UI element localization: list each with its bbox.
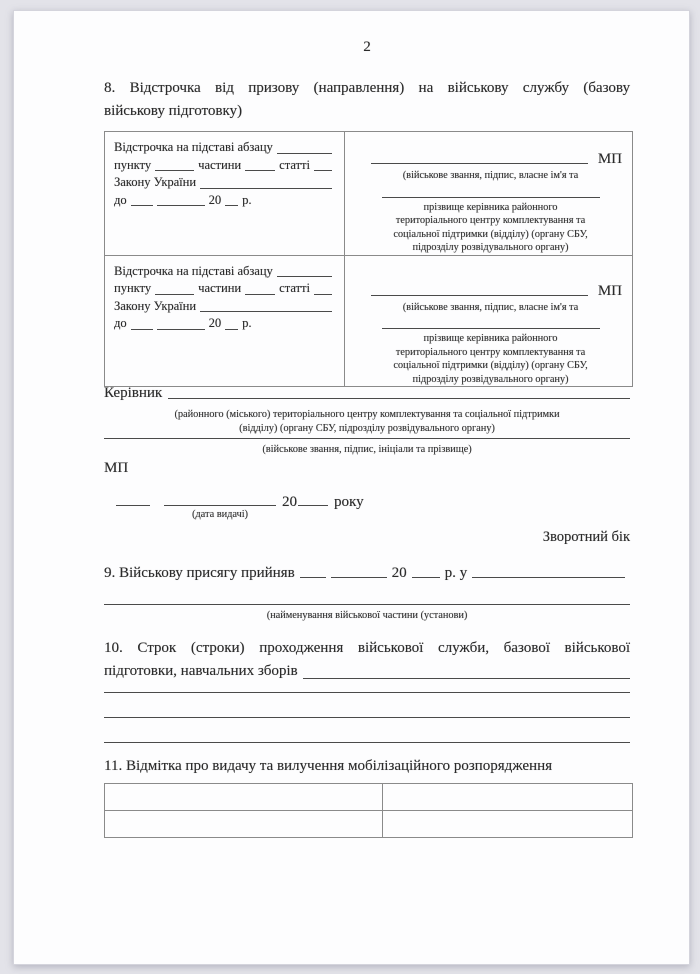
chastyna-label: частини <box>198 281 242 295</box>
blank-line <box>300 577 326 578</box>
mobilization-order-table <box>104 783 633 838</box>
issue-date-field <box>164 492 276 522</box>
blank-line <box>314 294 332 295</box>
blank-line <box>225 329 238 330</box>
rank-signature-blank-line <box>104 438 630 439</box>
year-r-label: р. <box>242 316 252 330</box>
issue-mark-cell <box>105 784 383 811</box>
kerivnyk-caption: (районного (міського) територіального центру комплектування та соціальної підтримки (відділу) (органу СБУ, підрозділу розвідувального органу) <box>174 409 560 434</box>
mp-stamp-label: МП <box>104 460 129 476</box>
blank-line <box>200 311 332 312</box>
blank-line <box>298 492 328 506</box>
blank-line <box>157 329 205 330</box>
stattia-label: статті <box>279 281 310 295</box>
issue-date-row <box>104 492 630 522</box>
section9-row <box>104 565 630 582</box>
table-row <box>105 784 633 811</box>
signature-caption-top: (військове звання, підпис, власне ім'я та <box>402 170 579 181</box>
withdrawal-mark-cell <box>383 811 633 838</box>
chastyna-label: частини <box>198 157 242 172</box>
reverse-side-label: Зворотний бік <box>542 529 630 545</box>
blank-line <box>155 170 194 171</box>
blank-line <box>157 205 205 206</box>
year-prefix: 20 <box>391 565 407 581</box>
oath-lead: 9. Військову присягу прийняв <box>104 565 295 581</box>
military-unit-blank-line <box>472 577 625 578</box>
signature-caption-bottom: прізвище керівника районного територіального центру комплектування та соціальної підтримки (відділу) (органу СБУ, підрозділу розвідувального органу) <box>393 333 588 385</box>
punkt-label: пункту <box>114 281 152 295</box>
deferral-row-2 <box>105 255 633 387</box>
military-unit-caption: (найменування військової частини (установи) <box>266 610 468 621</box>
blank-line <box>200 188 332 189</box>
year-prefix: 20 <box>208 192 222 207</box>
surname-blank-line <box>382 328 600 329</box>
law-label: Закону України <box>114 175 197 189</box>
section8-title-line2: військову підготовку) <box>104 103 243 119</box>
rank-signature-caption: (військове звання, підпис, ініціали та прізвище) <box>262 444 472 455</box>
blank-line <box>303 678 630 679</box>
blank-line <box>131 205 153 206</box>
blank-line <box>104 742 630 743</box>
mp-stamp-label: МП <box>597 151 622 167</box>
punkt-label: пункту <box>114 157 152 172</box>
military-unit-blank-line <box>104 604 630 605</box>
blank-line <box>116 492 150 506</box>
page-number: 2 <box>363 39 371 55</box>
blank-line <box>104 692 630 693</box>
oath-tail: р. у <box>444 565 468 581</box>
section8-title-line1: 8. Відстрочка від призову (направлення) на військову службу (базову <box>104 80 630 96</box>
basis-label: Відстрочка на підставі абзацу <box>114 140 273 154</box>
deferral-signature-cell <box>345 132 633 256</box>
stattia-label: статті <box>279 157 310 172</box>
mp-stamp-label: МП <box>597 282 622 299</box>
signature-caption-top: (військове звання, підпис, власне ім'я та <box>402 301 579 313</box>
deferral-row-1 <box>105 132 633 256</box>
year-r-label: р. <box>242 192 252 207</box>
basis-label: Відстрочка на підставі абзацу <box>114 263 273 278</box>
law-label: Закону України <box>114 298 197 313</box>
blank-line <box>131 329 153 330</box>
year-prefix: 20 <box>208 316 222 330</box>
year-word: року <box>334 494 364 510</box>
until-label: до <box>114 316 127 330</box>
section11-title: 11. Відмітка про видачу та вилучення мобілізаційного розпорядження <box>104 758 553 774</box>
deferral-basis-cell <box>105 132 345 256</box>
document-sheet <box>13 10 690 965</box>
table-row <box>105 811 633 838</box>
blank-line <box>331 577 387 578</box>
blank-line <box>164 492 276 506</box>
blank-line <box>104 717 630 718</box>
blank-line <box>314 170 332 171</box>
blank-line <box>245 294 275 295</box>
deferral-table <box>104 131 633 387</box>
section8-title <box>104 77 630 123</box>
blank-line <box>225 205 238 206</box>
section10-title <box>104 637 630 683</box>
signature-caption-bottom: прізвище керівника районного територіального центру комплектування та соціальної підтримки (відділу) (органу СБУ, підрозділу розвідувального органу) <box>393 201 588 253</box>
surname-blank-line <box>382 197 600 198</box>
blank-line <box>277 276 332 277</box>
signature-blank-line <box>371 295 588 296</box>
blank-line <box>277 153 332 154</box>
signature-blank-line <box>371 163 588 164</box>
kerivnyk-blank-line <box>168 398 630 399</box>
deferral-signature-cell <box>345 255 633 387</box>
section10-title-line1: 10. Строк (строки) проходження військової служби, базової військової <box>104 640 630 656</box>
year-prefix: 20 <box>282 494 297 510</box>
withdrawal-mark-cell <box>383 784 633 811</box>
deferral-basis-cell <box>105 255 345 387</box>
until-label: до <box>114 192 127 207</box>
issue-mark-cell <box>105 811 383 838</box>
blank-line <box>412 577 440 578</box>
section10-title-line2: підготовки, навчальних зборів <box>104 663 298 679</box>
blank-line <box>155 294 194 295</box>
issue-date-caption: (дата видачі) <box>192 509 248 520</box>
kerivnyk-row <box>104 385 630 402</box>
kerivnyk-label: Керівник <box>104 385 163 401</box>
blank-line <box>245 170 275 171</box>
